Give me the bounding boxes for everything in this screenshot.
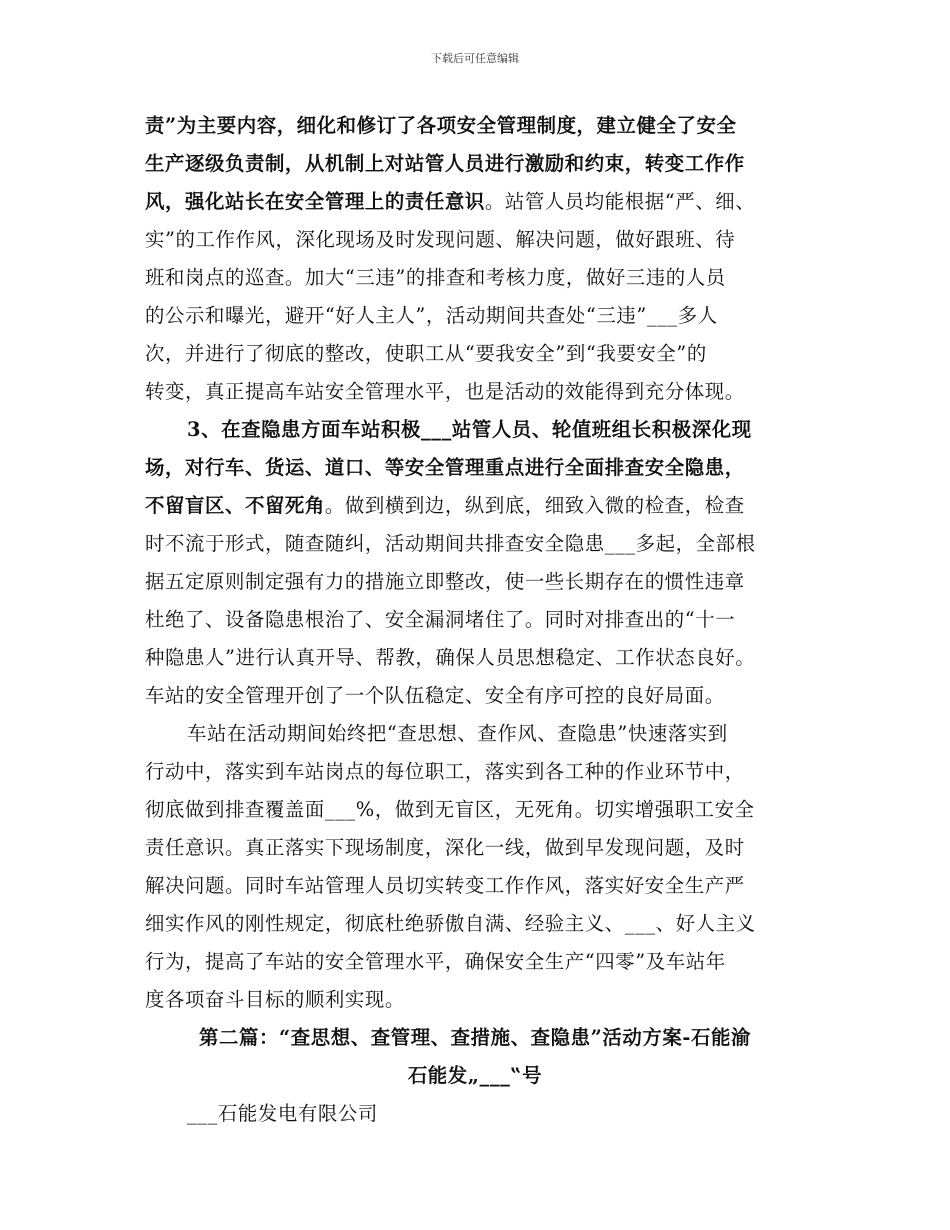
- body-line: 实”的工作作风，深化现场及时发现问题、解决问题，做好跟班、待: [145, 228, 736, 251]
- body-line: 车站在活动期间始终把“查思想、查作风、查隐患”快速落实到: [187, 722, 728, 745]
- body-line: 3、在查隐患方面车站积极___站管人员、轮值班组长积极深化现: [187, 418, 752, 441]
- body-line: 车站的安全管理开创了一个队伍稳定、安全有序可控的良好局面。: [145, 684, 725, 707]
- body-line: 解决问题。同时车站管理人员切实转变工作作风，落实好安全生产严: [145, 874, 745, 897]
- body-line: 细实作风的刚性规定，彻底杜绝骄傲自满、经验主义、___、好人主义: [145, 912, 756, 935]
- body-line: 次，并进行了彻底的整改，使职工从“要我安全”到“我要安全”的: [145, 342, 707, 365]
- page-header: 下载后可任意编辑: [431, 52, 519, 65]
- body-line: 的公示和曝光，避开“好人主人”，活动期间共查处“三违”___多人: [145, 304, 718, 327]
- body-line: 生产逐级负责制，从机制上对站管人员进行激励和约束，转变工作作: [145, 152, 745, 175]
- body-line: 场，对行车、货运、道口、等安全管理重点进行全面排查安全隐患，: [145, 456, 745, 479]
- company-name: ___石能发电有限公司: [187, 1102, 378, 1125]
- body-line: 责”为主要内容，细化和修订了各项安全管理制度，建立健全了安全: [145, 114, 737, 137]
- body-line: 据五定原则制定强有力的措施立即整改，使一些长期存在的惯性违章: [145, 570, 745, 593]
- document-number: 石能发„___‟号: [407, 1064, 543, 1087]
- body-line: 转变，真正提高车站安全管理水平，也是活动的效能得到充分体现。: [145, 380, 745, 403]
- body-line: 度各项奋斗目标的顺利实现。: [145, 988, 405, 1011]
- body-line: 杜绝了、设备隐患根治了、安全漏洞堵住了。同时对排查出的“十一: [145, 608, 736, 631]
- body-line: 彻底做到排查覆盖面___%，做到无盲区，无死角。切实增强职工安全: [145, 798, 755, 821]
- body-line: 行动中，落实到车站岗点的每位职工，落实到各工种的作业环节中，: [145, 760, 745, 783]
- body-line: 种隐患人”进行认真开导、帮教，确保人员思想稳定、工作状态良好。: [145, 646, 756, 669]
- body-line: 班和岗点的巡查。加大“三违”的排查和考核力度，做好三违的人员: [145, 266, 726, 289]
- body-line: 行为，提高了车站的安全管理水平，确保安全生产“四零”及车站年: [145, 950, 726, 973]
- body-line: 时不流于形式，随查随纠，活动期间共排查安全隐患___多起，全部根: [145, 532, 756, 555]
- body-line: 责任意识。真正落实下现场制度，深化一线，做到早发现问题，及时: [145, 836, 745, 859]
- body-line: 风，强化站长在安全管理上的责任意识。站管人员均能根据“严、细、: [145, 190, 756, 213]
- section-heading: 第二篇：“查思想、查管理、查措施、查隐患”活动方案-石能渝: [199, 1026, 751, 1049]
- body-line: 不留盲区、不留死角。做到横到边，纵到底，细致入微的检查，检查: [145, 494, 745, 517]
